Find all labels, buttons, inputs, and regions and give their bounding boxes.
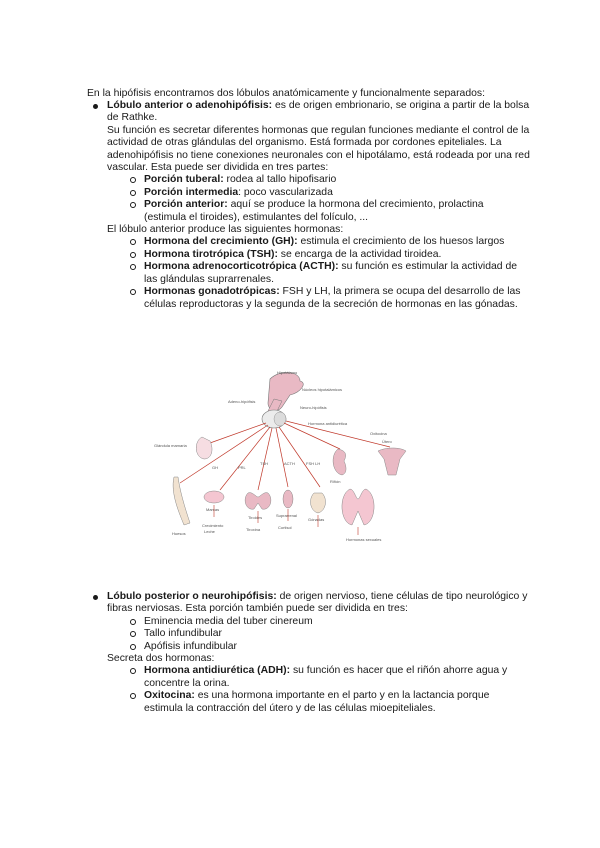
anterior-part-intermedia [87, 187, 522, 199]
gonad-icon [311, 493, 326, 513]
thyroid-icon [245, 493, 271, 510]
hormone-adh [87, 665, 522, 690]
mammary-icon [204, 491, 224, 503]
hormone-name: Hormona tirotrópica (TSH): [144, 248, 278, 260]
uterus-icon [378, 448, 406, 475]
label-thyroxine: Tiroxina [246, 527, 261, 532]
circle-bullet-icon [130, 202, 136, 208]
hormone-name: Hormona antidiurética (ADH): [144, 665, 291, 677]
part-desc: rodea al tallo hipofisario [223, 174, 337, 186]
hormone-desc: su función es estimular la actividad de las glándulas suprarrenales. [144, 261, 518, 285]
posterior-part-apophysis [87, 641, 522, 653]
label-adenohypophysis: Adeno-hipófisis [228, 399, 256, 404]
anterior-hormones-intro: El lóbulo anterior produce las siguientes hormonas: [107, 224, 344, 236]
posterior-part-stalk [87, 628, 522, 640]
kidney-icon [333, 449, 346, 475]
hormone-desc: estimula el crecimiento de los huesos largos [297, 236, 505, 248]
part-name: Porción intermedia [144, 186, 239, 198]
part-name: Apófisis infundibular [144, 640, 237, 652]
label-fsh-lh: FSH LH [306, 461, 321, 466]
anterior-lobe-function: Su función es secretar diferentes hormonas que regulan funciones mediante el control de la actividad de otras glándulas del organismo. Está formada por cordones epiteliales. La adenohipófisis no tiene conexiones neuronales con el hipotálamo, está rodeada por una red vascular. Esta puede ser dividida en tres partes: [107, 124, 530, 174]
hormone-desc: se encarga de la actividad tiroidea. [277, 248, 442, 260]
anterior-lobe-section [87, 100, 537, 311]
posterior-hormones-intro: Secreta dos hormonas: [107, 653, 215, 665]
hormone-gh [87, 236, 522, 248]
part-desc: aquí se produce la hormona del crecimiento, prolactina (estimula el tiroides), estimulantes del folículo, ... [144, 199, 484, 223]
arrow-adh-kidney [284, 423, 340, 449]
bullet-icon [93, 104, 98, 109]
arrow-tsh-thyroid [258, 428, 272, 490]
anterior-part-tuberal [87, 174, 522, 186]
arrow-mammary [210, 423, 266, 443]
label-oxytocin: Oxitocina [370, 431, 387, 436]
pituitary-hormones-figure [150, 365, 420, 555]
arrow-fsh-gonads [279, 427, 320, 487]
label-hypothalamic-nuclei: Núcleos hipotalámicos [302, 387, 343, 392]
circle-bullet-icon [130, 668, 136, 674]
arrow-gh-bone [180, 425, 268, 483]
hormone-tsh [87, 249, 522, 261]
pituitary-diagram [150, 365, 420, 555]
label-mammary: Glándula mamaria [154, 443, 187, 448]
circle-bullet-icon [130, 289, 136, 295]
part-name: Eminencia media del tuber cinereum [144, 615, 313, 627]
adrenal-icon [283, 490, 293, 508]
circle-bullet-icon [130, 190, 136, 196]
intro-paragraph: En la hipófisis encontramos dos lóbulos anatómicamente y funcionalmente separados: [87, 88, 485, 99]
label-bone: Huesos [172, 531, 186, 536]
hormone-desc: su función es hacer que el riñón ahorre agua y concentre la orina. [144, 665, 508, 689]
output-arrows [214, 505, 358, 535]
label-neurohypophysis: Neuro-hipófisis [300, 405, 327, 410]
anterior-part-anterior [87, 199, 522, 224]
label-milk: Leche [204, 529, 215, 534]
hormone-desc: FSH y LH, la primera se ocupa del desarrollo de las células reproductoras y la segunda de la secreción de hormonas en las gónadas. [144, 286, 521, 310]
label-prl: PRL [238, 465, 246, 470]
circle-bullet-icon [130, 619, 136, 625]
thyroid-lobes-icon [342, 489, 374, 525]
label-cortisol: Cortisol [278, 525, 292, 530]
hormone-desc: es una hormona importante en el parto y en la lactancia porque estimula la contracción del útero y de las células mioepiteliales. [144, 690, 490, 714]
hormone-name: Hormona adrenocorticotrópica (ACTH): [144, 261, 339, 273]
circle-bullet-icon [130, 631, 136, 637]
label-vasopressin: Hormona antidiurética [308, 421, 348, 426]
label-kidney: Riñón [330, 479, 341, 484]
circle-bullet-icon [130, 644, 136, 650]
part-desc: : poco vascularizada [238, 186, 333, 198]
anterior-lobe-origin: es de origen embrionario, se origina a partir de la bolsa de Rathke. [107, 100, 530, 124]
anterior-lobe-bullet [87, 100, 537, 125]
arrow-acth-adrenal [276, 428, 288, 487]
neurohypophysis-shape [274, 412, 286, 426]
label-thyroid: Tiroides [248, 515, 263, 520]
hormone-gonadotropic [87, 286, 522, 311]
label-gonads: Gónadas [308, 517, 325, 522]
hormone-name: Hormona del crecimiento (GH): [144, 236, 298, 248]
circle-bullet-icon [130, 264, 136, 270]
anterior-lobe-title: Lóbulo anterior o adenohipófisis: [107, 100, 273, 111]
label-gh: GH [212, 465, 218, 470]
label-hypothalamus: Hipotálamo [277, 370, 298, 375]
label-adrenal: Suprarrenal [276, 513, 297, 518]
bone-icon [173, 477, 190, 525]
circle-bullet-icon [130, 239, 136, 245]
hormone-name: Oxitocina: [144, 690, 195, 702]
label-uterus: Útero [382, 439, 392, 444]
posterior-lobe-section [87, 591, 537, 715]
hormone-oxytocin [87, 690, 522, 715]
hormone-name: Hormonas gonadotrópicas: [144, 286, 280, 298]
circle-bullet-icon [130, 177, 136, 183]
part-name: Porción tuberal: [144, 174, 224, 186]
hormone-arrows [180, 421, 390, 490]
posterior-part-eminence [87, 616, 522, 628]
label-mammae: Mamas [206, 507, 220, 512]
label-growth: Crecimiento [202, 523, 224, 528]
bullet-icon [93, 595, 98, 600]
label-acth: ACTH [284, 461, 295, 466]
circle-bullet-icon [130, 693, 136, 699]
hormone-acth [87, 261, 522, 286]
label-sex-hormones: Hormonas sexuales [346, 537, 382, 542]
part-name: Tallo infundibular [144, 628, 222, 640]
posterior-lobe-title: Lóbulo posterior o neurohipófisis: [107, 591, 277, 602]
breast-icon [196, 437, 212, 459]
label-tsh: TSH [260, 461, 268, 466]
part-name: Porción anterior: [144, 199, 228, 211]
posterior-lobe-bullet [87, 591, 537, 616]
posterior-lobe-desc: de origen nervioso, tiene células de tipo neurológico y fibras nerviosas. Esta porción también puede ser dividida en tres: [107, 591, 528, 615]
circle-bullet-icon [130, 252, 136, 258]
